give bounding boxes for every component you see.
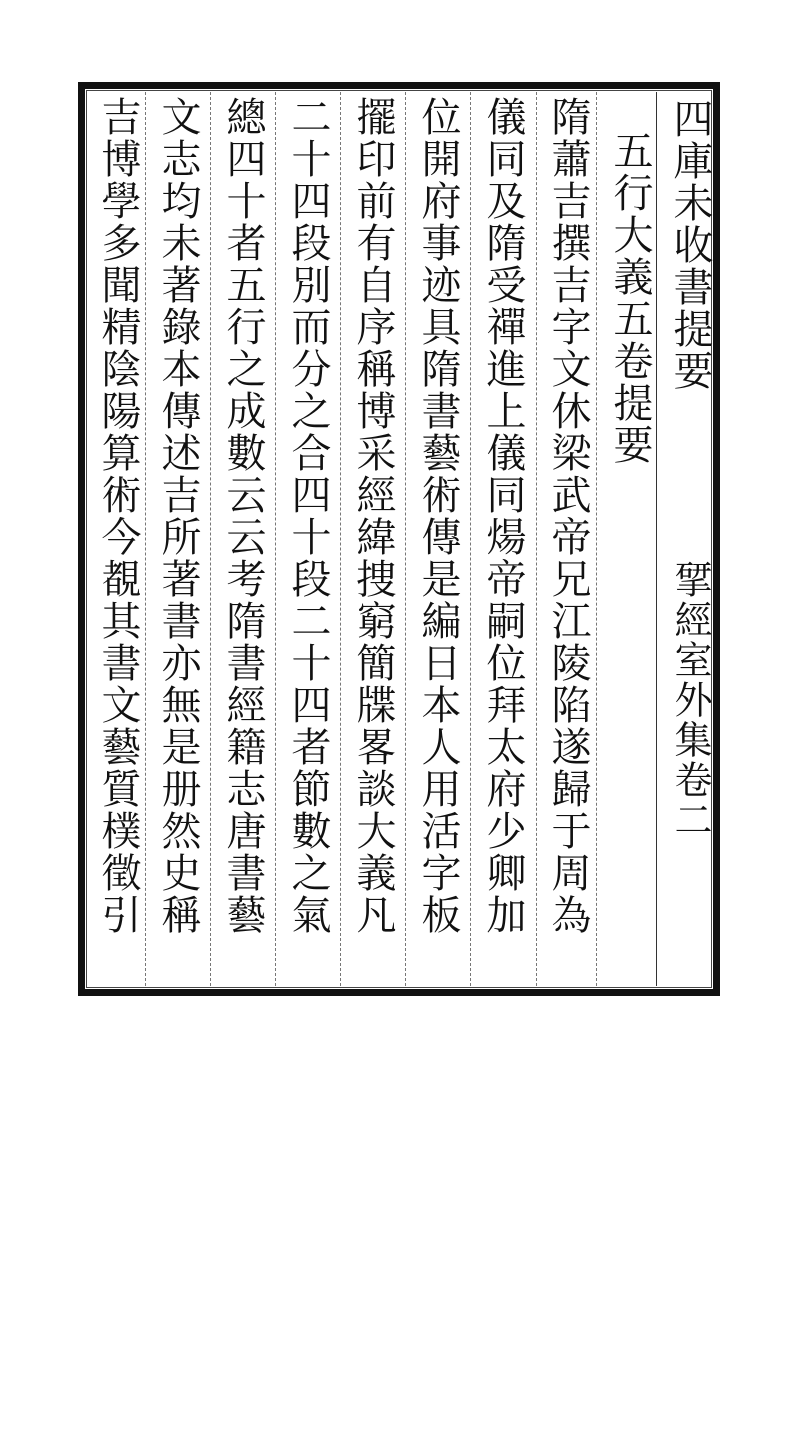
volume-title: 揅經室外集卷二 (668, 560, 712, 840)
book-title: 四庫未收書提要 (667, 98, 713, 392)
text-column-5: 二十四段別而分之合四十段二十四者節數之氣 (285, 96, 331, 936)
column-divider (275, 92, 276, 986)
column-divider (405, 92, 406, 986)
text-column-7: 文志均未著錄本傳述吉所著書亦無是册然史稱 (155, 96, 201, 936)
text-column-2: 儀同及隋受禪進上儀同煬帝嗣位拜太府少卿加 (480, 96, 526, 936)
text-column-3: 位開府事迹具隋書藝術傳是編日本人用活字板 (415, 96, 461, 936)
text-column-4: 擺印前有自序稱博采經緯捜窮簡牒畧談大義凡 (350, 96, 396, 936)
entry-title: 五行大義五卷提要 (607, 130, 653, 466)
column-divider (536, 92, 537, 986)
column-divider (340, 92, 341, 986)
text-column-8: 吉博學多聞精陰陽算術今覩其書文藝質樸徵引 (95, 96, 141, 936)
text-column-6: 總四十者五行之成數云云考隋書經籍志唐書藝 (220, 96, 266, 936)
text-column-1: 隋蕭吉撰吉字文休梁武帝兄江陵陷遂歸于周為 (545, 96, 591, 936)
column-divider (470, 92, 471, 986)
column-divider (210, 92, 211, 986)
